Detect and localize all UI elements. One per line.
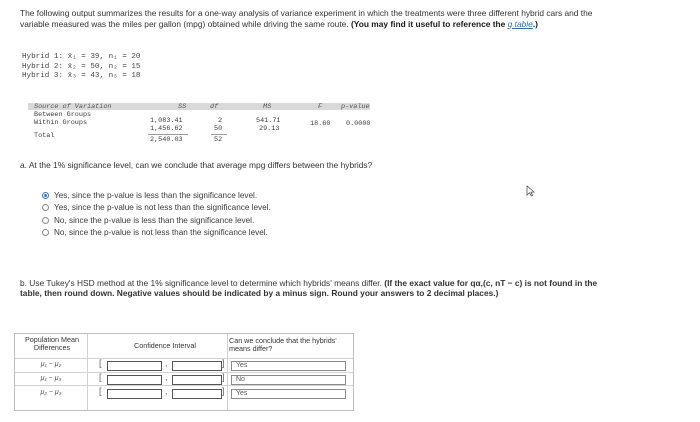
option-a-3-label: No, since the p-value is less than the significance level. — [54, 215, 255, 225]
row-1-diff-label: μ₁ − μ₂ — [40, 361, 62, 368]
option-a-4-label: No, since the p-value is not less than the significance level. — [54, 228, 268, 238]
row-1-open-bracket: [ — [99, 358, 102, 368]
row-2-comma: , — [165, 372, 168, 382]
radio-icon[interactable] — [42, 229, 49, 236]
intro-text: The following output summarizes the results for a one-way analysis of variance experiment in which the treatments were three different hybrid cars and the variable measured was the miles per gallon (mpg) obtained while driving the same route. — [20, 8, 593, 29]
row-3-diff-label: μ₂ − μ₃ — [40, 389, 62, 396]
tukey-table — [14, 333, 354, 411]
row-3-comma: , — [165, 386, 168, 396]
df-underline — [211, 134, 227, 135]
anova-row-total-source: Total — [34, 132, 55, 140]
header-divider — [15, 358, 353, 359]
row-divider-2 — [15, 385, 353, 386]
anova-row-within-ms: 29.13 — [259, 125, 280, 133]
intro-paragraph — [20, 8, 620, 29]
row-3-lower-input[interactable] — [107, 389, 162, 399]
row-1-close-bracket: ] — [222, 358, 225, 368]
row-1-conclusion-select[interactable]: Yes — [231, 361, 346, 371]
anova-row-within-source: Within Groups — [34, 119, 88, 127]
row-2-close-bracket: ] — [222, 372, 225, 382]
row-2-conclusion-select[interactable]: No — [231, 375, 346, 385]
header-can-we-conclude: Can we conclude that the hybrids' means differ? — [229, 336, 337, 354]
hybrid-summary — [22, 53, 140, 82]
anova-row-between-pvalue: 0.0000 — [346, 120, 371, 128]
row-3-open-bracket: [ — [99, 386, 102, 396]
radio-icon[interactable] — [42, 204, 49, 211]
question-a: a. At the 1% significance level, can we conclude that average mpg differs between the hybrids? — [20, 160, 373, 170]
intro-bold-end: .) — [532, 18, 538, 29]
question-b — [20, 278, 620, 299]
anova-table — [28, 103, 370, 148]
anova-header-source: Source of Variation — [34, 103, 112, 111]
header-confidence-interval: Confidence Interval — [134, 341, 196, 350]
q-table-link[interactable]: q table — [507, 18, 533, 29]
row-2-lower-input[interactable] — [107, 375, 162, 385]
option-a-4[interactable] — [42, 227, 271, 238]
option-a-2-label: Yes, since the p-value is not less than the significance level. — [54, 203, 271, 213]
radio-selected-icon[interactable] — [42, 192, 49, 199]
option-a-1[interactable] — [42, 190, 271, 201]
radio-icon[interactable] — [42, 217, 49, 224]
anova-row-total-df: 52 — [214, 136, 223, 144]
anova-row-between-f: 18.60 — [310, 120, 331, 128]
row-1-upper-input[interactable] — [172, 361, 222, 371]
row-1-lower-input[interactable] — [107, 361, 162, 371]
anova-header-ss: SS — [178, 103, 187, 111]
hybrid-2-line: Hybrid 2: x̄₂ = 50, n₂ = 15 — [22, 62, 141, 71]
anova-header-pvalue: p-value — [341, 103, 370, 111]
intro-bold: (You may find it useful to reference the — [350, 18, 506, 29]
anova-row-total-ss: 2,540.03 — [150, 136, 183, 144]
anova-row-between-source: Between Groups — [34, 111, 92, 119]
option-a-1-label: Yes, since the p-value is less than the significance level. — [54, 191, 258, 200]
mouse-cursor-icon — [526, 184, 535, 202]
anova-row-between-ss: 1,083.41 — [150, 117, 183, 125]
row-3-upper-input[interactable] — [172, 389, 222, 399]
row-1-comma: , — [165, 358, 168, 368]
row-2-upper-input[interactable] — [172, 375, 222, 385]
anova-row-within-df: 50 — [214, 125, 223, 133]
anova-row-between-df: 2 — [218, 117, 223, 125]
row-3-close-bracket: ] — [222, 386, 225, 396]
hybrid-3-line: Hybrid 3: x̄₃ = 43, n₃ = 18 — [22, 72, 141, 81]
anova-header-df: df — [210, 103, 219, 111]
row-2-open-bracket: [ — [99, 372, 102, 382]
question-b-text: b. Use Tukey's HSD method at the 1% significance level to determine which hybrids' means differ. — [20, 278, 382, 288]
anova-header-f: F — [318, 103, 323, 111]
anova-row-within-ss: 1,456.62 — [150, 125, 183, 133]
option-a-2[interactable] — [42, 202, 271, 213]
hybrid-1-line: Hybrid 1: x̄₁ = 39, n₁ = 20 — [22, 53, 141, 61]
row-3-conclusion-select[interactable]: Yes — [231, 389, 346, 399]
ss-underline — [148, 134, 188, 135]
anova-row-between-ms: 541.71 — [256, 117, 281, 125]
option-a-3[interactable] — [42, 215, 271, 226]
anova-header-ms: MS — [263, 103, 272, 111]
question-b-bold: (If the exact value for qα,(c, nT − c) is not found in the table, then round down. Negative values should be indicated by a minus sign. Round your answers to 2 decimal places.) — [20, 278, 598, 299]
header-population-mean-differences: Population Mean Differences — [25, 335, 79, 353]
row-2-diff-label: μ₁ − μ₃ — [40, 375, 62, 382]
row-divider-1 — [15, 372, 353, 373]
options-a-group — [42, 190, 271, 240]
